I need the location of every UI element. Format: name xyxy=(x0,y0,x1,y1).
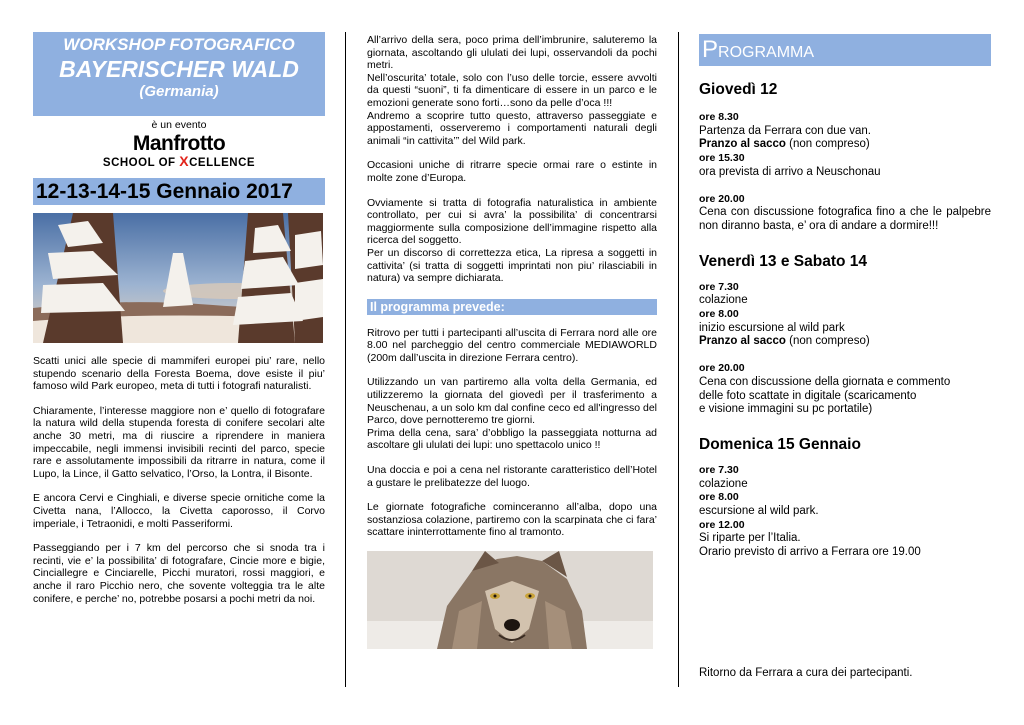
manfrotto-logo xyxy=(33,133,325,170)
schedule-lunch xyxy=(699,138,991,152)
schedule-desc: ora prevista di arrivo a Neuschonau xyxy=(699,165,881,178)
logo-tagline-b: CELLENCE xyxy=(189,157,256,169)
schedule-time: ore 8.00 xyxy=(699,491,739,504)
description-text xyxy=(367,34,657,285)
day-title: Domenica 15 Gennaio xyxy=(699,435,861,453)
schedule-time: ore 20.00 xyxy=(699,192,745,205)
program-description xyxy=(367,327,657,539)
program-section-title: Il programma prevede: xyxy=(367,299,657,315)
schedule-desc: e visione immagini su pc portatile) xyxy=(699,403,873,416)
intro-text xyxy=(33,355,325,605)
day-schedule xyxy=(699,464,991,560)
program-header-initial: P xyxy=(702,36,719,63)
program-paragraph: Le giornate fotografiche cominceranno all’alba, dopo una sostanziosa colazione, partiremo con la scarpinata che ci fara’ scattare ininterrottamente fino al tramonto. xyxy=(367,501,657,539)
schedule-desc: inizio escursione al wild park xyxy=(699,321,845,334)
middle-column xyxy=(367,34,657,649)
day-schedule xyxy=(699,111,991,234)
schedule-time: ore 7.30 xyxy=(699,463,739,476)
schedule-desc: Partenza da Ferrara con due van. xyxy=(699,124,871,137)
schedule-desc: Orario previsto di arrivo a Ferrara ore 19.00 xyxy=(699,546,921,559)
program-paragraph: Prima della cena, sara’ d’obbligo la passeggiata notturna ad ascoltare gli ululati dei lupi: uno spettacolo unico !! xyxy=(367,426,657,452)
description-paragraph: All’arrivo della sera, poco prima dell’imbrunire, saluteremo la giornata, ascoltando gli ululati dei lupi, osservandoli da pochi metri. xyxy=(367,34,657,72)
workshop-title-line2: BAYERISCHER WALD xyxy=(59,56,299,82)
program-paragraph: Utilizzando un van partiremo alla volta della Germania, ed utilizzeremo la giornata del giovedì per il trasferimento a Neuschenau, a un solo km dal confine ceco ed all'ingresso del Parco, dove pernotteremo tre giorni. xyxy=(367,376,657,427)
program-header-rest: ROGRAMMA xyxy=(718,44,815,61)
lunch-label: Pranzo al sacco xyxy=(699,138,786,151)
description-paragraph: Occasioni uniche di ritrarre specie ormai rare o estinte in molte zone d’Europa. xyxy=(367,159,657,184)
day-title: Venerdì 13 e Sabato 14 xyxy=(699,252,868,270)
logo-tagline-x: X xyxy=(179,153,190,169)
column-divider-right xyxy=(678,32,679,687)
return-note: Ritorno da Ferrara a cura dei partecipanti. xyxy=(699,667,913,679)
wolf-photo xyxy=(367,551,653,649)
intro-paragraph: Passeggiando per i 7 km del percorso che si snoda tra i recinti, vie e’ la possibilita’ di fotografare, Cincie more e bigie, Cinciallegre e Cinciarelle, Picchi muratori, rossi maggiori, e anche il raro Picchio nero, che sovente volteggia tra le alte conifere, e perche’ no, potrebbe posarsi a pochi metri da noi. xyxy=(33,542,325,605)
day-title: Giovedì 12 xyxy=(699,81,778,98)
event-by-text: è un evento xyxy=(151,119,207,131)
column-divider-left xyxy=(345,32,346,687)
left-column xyxy=(33,32,325,605)
workshop-title-line3: (Germania) xyxy=(139,83,219,100)
description-paragraph: Ovviamente si tratta di fotografia naturalistica in ambiente controllato, per cui si avra’ la possibilita’ di concentrarsi maggiormente sulla composizione dell’immagine rispetto alla ricerca del soggetto. xyxy=(367,196,657,247)
schedule-time: ore 8.30 xyxy=(699,111,739,123)
schedule-lunch xyxy=(699,335,991,349)
schedule-desc: escursione al wild park. xyxy=(699,505,819,518)
logo-tagline-a: SCHOOL OF xyxy=(102,157,180,169)
logo-wordmark: Manfrotto xyxy=(132,132,226,155)
intro-paragraph: Chiaramente, l’interesse maggiore non e’ quello di fotografare la natura wild della stupenda foresta di conifere secolari alte anche 30 metri, ma di riuscire a riprendere in maniera impeccabile, negli immensi invisibili recinti del parco, specie rare e assolutamente impossibili da ritrarre in natura, come il Lupo, la Lince, il Gatto selvatico, l’Orso, la Lontra, il Bisonte. xyxy=(33,404,325,480)
lunch-label: Pranzo al sacco xyxy=(699,335,786,348)
intro-paragraph: Scatti unici alle specie di mammiferi europei piu’ rare, nello stupendo scenario della Foresta Boema, dove esiste il piu’ famoso wild Park europeo, meta di tutti i fotografi naturalisti. xyxy=(33,355,325,393)
right-column xyxy=(699,34,991,560)
day-schedule xyxy=(699,281,991,417)
schedule-desc: colazione xyxy=(699,477,748,490)
lunch-note: (non compreso) xyxy=(785,138,870,151)
schedule-time: ore 8.00 xyxy=(699,308,739,321)
schedule-time: ore 7.30 xyxy=(699,280,739,293)
description-paragraph: Andremo a scoprire tutto questo, attraverso passeggiate e appostamenti, osserveremo i comportamenti naturali degli animali “in cattivita’” del Wild park. xyxy=(367,109,657,147)
program-header xyxy=(699,34,991,66)
workshop-title-line1: WORKSHOP FOTOGRAFICO xyxy=(63,35,295,54)
schedule-time: ore 15.30 xyxy=(699,152,745,165)
event-dates: 12-13-14-15 Gennaio 2017 xyxy=(33,178,325,205)
schedule-time: ore 20.00 xyxy=(699,362,745,375)
schedule-desc: colazione xyxy=(699,294,748,307)
program-paragraph: Una doccia e poi a cena nel ristorante caratteristico dell’Hotel a gustare le prelibatezze del luogo. xyxy=(367,464,657,489)
intro-paragraph: E ancora Cervi e Cinghiali, e diverse specie ornitiche come la Civetta nana, l’Allocco, la Civetta caporosso, il Corvo imperiale, i Tetraonidi, e molti Passeriformi. xyxy=(33,492,325,530)
schedule-desc: Cena con discussione fotografica fino a che le palpebre non diranno basta, e’ ora di andare a dormire!!! xyxy=(699,206,991,232)
description-paragraph: Per un discorso di correttezza etica, La ripresa a soggetti in cattivita’ (si tratta di soggetti imprintati non piu’ rilasciabili in natura) va sempre dichiarata. xyxy=(367,246,657,285)
schedule-desc: Si riparte per l’Italia. xyxy=(699,532,801,545)
schedule-desc: Cena con discussione della giornata e commento xyxy=(699,375,951,388)
description-paragraph: Nell’oscurita’ totale, solo con l’uso delle torcie, essere avvolti da questi “suoni”, ti fa dimenticare di essere in un parco e le emozioni generate sono forti…sono da pelle d’oca !!! xyxy=(367,71,657,109)
schedule-time: ore 12.00 xyxy=(699,518,745,531)
program-paragraph: Ritrovo per tutti i partecipanti all’uscita di Ferrara nord alle ore 8.00 nel parcheggio del centro commerciale MEDIAWORLD (200m dall’uscita in direzione Ferrara centro). xyxy=(367,326,657,364)
workshop-title-box xyxy=(33,32,325,116)
winter-forest-photo xyxy=(33,213,323,343)
lunch-note: (non compreso) xyxy=(785,335,870,348)
logo-tagline xyxy=(33,154,325,170)
schedule-desc: delle foto scattate in digitale (scaricamento xyxy=(699,389,917,402)
